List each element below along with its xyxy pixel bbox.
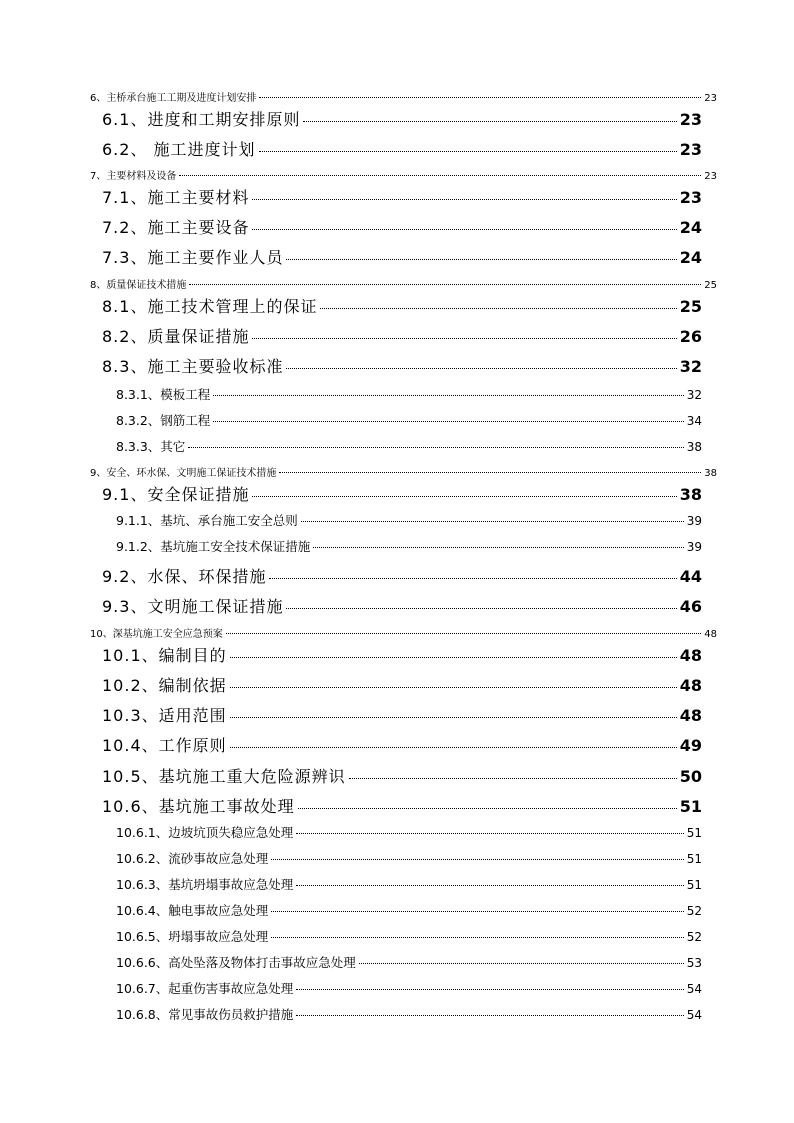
toc-entry-level1[interactable] bbox=[90, 464, 717, 479]
dot-leader bbox=[286, 368, 676, 369]
toc-page-number: 54 bbox=[686, 1008, 702, 1022]
dot-leader bbox=[259, 97, 701, 98]
toc-page-number: 38 bbox=[686, 440, 702, 454]
dot-leader bbox=[271, 859, 683, 860]
dot-leader bbox=[213, 395, 683, 396]
toc-entry-level2[interactable] bbox=[102, 703, 702, 726]
toc-title: 10.6.8、常见事故伤员救护措施 bbox=[116, 1007, 294, 1022]
toc-title: 9、安全、环水保、文明施工保证技术措施 bbox=[90, 468, 277, 479]
toc-title: 9.1.1、基坑、承台施工安全总则 bbox=[116, 513, 298, 528]
toc-title: 7、主要材料及设备 bbox=[90, 171, 177, 182]
toc-entry-level2[interactable] bbox=[102, 294, 702, 317]
toc-page-number: 51 bbox=[686, 852, 702, 866]
toc-title: 7.3、施工主要作业人员 bbox=[102, 248, 284, 267]
toc-title: 9.2、水保、环保措施 bbox=[102, 567, 267, 586]
dot-leader bbox=[303, 121, 676, 122]
toc-title: 6.1、进度和工期安排原则 bbox=[102, 110, 301, 129]
dot-leader bbox=[301, 521, 684, 522]
dot-leader bbox=[269, 578, 676, 579]
dot-leader bbox=[296, 1015, 683, 1016]
toc-title: 10.6.7、起重伤害事故应急处理 bbox=[116, 981, 294, 996]
toc-entry-level3[interactable] bbox=[116, 385, 702, 403]
dot-leader bbox=[189, 284, 701, 285]
toc-entry-level3[interactable] bbox=[116, 437, 702, 455]
toc-title: 8.1、施工技术管理上的保证 bbox=[102, 297, 318, 316]
toc-page-number: 44 bbox=[679, 567, 702, 586]
toc-page-number: 50 bbox=[679, 767, 702, 786]
toc-entry-level3[interactable] bbox=[116, 927, 702, 945]
toc-page-number: 23 bbox=[679, 140, 702, 159]
toc-page-number: 53 bbox=[686, 956, 702, 970]
toc-page-number: 51 bbox=[686, 878, 702, 892]
toc-title: 10.6.1、边坡坑顶失稳应急处理 bbox=[116, 825, 294, 840]
toc-title: 10.6.2、流砂事故应急处理 bbox=[116, 851, 269, 866]
dot-leader bbox=[230, 687, 677, 688]
toc-entry-level2[interactable] bbox=[102, 673, 702, 696]
dot-leader bbox=[286, 608, 676, 609]
dot-leader bbox=[188, 447, 683, 448]
toc-title: 10.3、适用范围 bbox=[102, 706, 227, 725]
dot-leader bbox=[252, 338, 676, 339]
toc-entry-level2[interactable] bbox=[102, 354, 702, 377]
toc-page-number: 38 bbox=[679, 485, 702, 504]
toc-entry-level2[interactable] bbox=[102, 564, 702, 587]
dot-leader bbox=[279, 472, 701, 473]
toc-page-number: 39 bbox=[686, 514, 702, 528]
toc-entry-level2[interactable] bbox=[102, 764, 702, 787]
toc-page-number: 48 bbox=[679, 706, 702, 725]
toc-entry-level3[interactable] bbox=[116, 823, 702, 841]
toc-title: 8.3.1、模板工程 bbox=[116, 387, 211, 402]
toc-entry-level2[interactable] bbox=[102, 733, 702, 756]
toc-page-number: 38 bbox=[704, 468, 717, 479]
dot-leader bbox=[259, 151, 677, 152]
toc-title: 10.6.5、坍塌事故应急处理 bbox=[116, 929, 269, 944]
toc-title: 9.3、文明施工保证措施 bbox=[102, 597, 284, 616]
toc-title: 7.2、施工主要设备 bbox=[102, 218, 250, 237]
dot-leader bbox=[230, 717, 677, 718]
toc-page-number: 34 bbox=[686, 414, 702, 428]
toc-page-number: 51 bbox=[686, 826, 702, 840]
dot-leader bbox=[296, 885, 683, 886]
toc-entry-level3[interactable] bbox=[116, 411, 702, 429]
dot-leader bbox=[252, 496, 676, 497]
toc-entry-level2[interactable] bbox=[102, 482, 702, 505]
dot-leader bbox=[296, 989, 683, 990]
toc-title: 10、深基坑施工安全应急预案 bbox=[90, 629, 223, 640]
dot-leader bbox=[271, 911, 683, 912]
toc-entry-level3[interactable] bbox=[116, 953, 702, 971]
toc-title: 10.4、工作原则 bbox=[102, 736, 227, 755]
toc-title: 10.2、编制依据 bbox=[102, 676, 227, 695]
toc-entry-level3[interactable] bbox=[116, 537, 702, 555]
toc-entry-level2[interactable] bbox=[102, 643, 702, 666]
toc-entry-level1[interactable] bbox=[90, 625, 717, 640]
dot-leader bbox=[359, 963, 684, 964]
toc-entry-level3[interactable] bbox=[116, 511, 702, 529]
dot-leader bbox=[296, 833, 683, 834]
toc-page-number: 25 bbox=[704, 280, 717, 291]
toc-page-number: 49 bbox=[679, 736, 702, 755]
toc-entry-level1[interactable] bbox=[90, 167, 717, 182]
toc-entry-level3[interactable] bbox=[116, 875, 702, 893]
toc-title: 8.3.2、钢筋工程 bbox=[116, 413, 211, 428]
toc-page-number: 23 bbox=[704, 93, 717, 104]
toc-page-number: 32 bbox=[686, 388, 702, 402]
toc-title: 10.6.3、基坑坍塌事故应急处理 bbox=[116, 877, 294, 892]
toc-title: 10.6.4、触电事故应急处理 bbox=[116, 903, 269, 918]
toc-entry-level3[interactable] bbox=[116, 901, 702, 919]
toc-title: 6.2、 施工进度计划 bbox=[102, 140, 256, 159]
toc-title: 6、主桥承台施工工期及进度计划安排 bbox=[90, 93, 257, 104]
toc-page-number: 46 bbox=[679, 597, 702, 616]
toc-entry-level2[interactable] bbox=[102, 185, 702, 208]
dot-leader bbox=[271, 937, 683, 938]
toc-title: 9.1.2、基坑施工安全技术保证措施 bbox=[116, 539, 311, 554]
toc-page-number: 23 bbox=[679, 110, 702, 129]
toc-page-number: 24 bbox=[679, 248, 702, 267]
toc-entry-level2[interactable] bbox=[102, 794, 702, 817]
toc-entry-level1[interactable] bbox=[90, 276, 717, 291]
dot-leader bbox=[230, 657, 677, 658]
toc-page-number: 23 bbox=[704, 171, 717, 182]
toc-entry-level1[interactable] bbox=[90, 89, 717, 104]
toc-entry-level2[interactable] bbox=[102, 594, 702, 617]
toc-page-number: 52 bbox=[686, 904, 702, 918]
toc-page-number: 25 bbox=[679, 297, 702, 316]
toc-entry-level3[interactable] bbox=[116, 849, 702, 867]
toc-entry-level3[interactable] bbox=[116, 979, 702, 997]
dot-leader bbox=[230, 747, 677, 748]
toc-page-number: 51 bbox=[679, 797, 702, 816]
toc-title: 10.6.6、高处坠落及物体打击事故应急处理 bbox=[116, 955, 356, 970]
dot-leader bbox=[298, 808, 677, 809]
toc-page-number: 54 bbox=[686, 982, 702, 996]
toc-entry-level2[interactable] bbox=[102, 324, 702, 347]
toc-entry-level2[interactable] bbox=[102, 215, 702, 238]
toc-title: 8.3、施工主要验收标准 bbox=[102, 357, 284, 376]
toc-page-number: 32 bbox=[679, 357, 702, 376]
toc-page-number: 26 bbox=[679, 327, 702, 346]
toc-entry-level2[interactable] bbox=[102, 245, 702, 268]
dot-leader bbox=[349, 778, 677, 779]
dot-leader bbox=[252, 199, 676, 200]
toc-page-number: 48 bbox=[704, 629, 717, 640]
toc-title: 7.1、施工主要材料 bbox=[102, 188, 250, 207]
dot-leader bbox=[213, 421, 683, 422]
toc-page-number: 23 bbox=[679, 188, 702, 207]
toc-entry-level3[interactable] bbox=[116, 1005, 702, 1023]
toc-entry-level2[interactable] bbox=[102, 107, 702, 130]
toc-title: 8、质量保证技术措施 bbox=[90, 280, 187, 291]
dot-leader bbox=[313, 547, 683, 548]
toc-page-number: 48 bbox=[679, 646, 702, 665]
toc-title: 8.3.3、其它 bbox=[116, 439, 186, 454]
dot-leader bbox=[252, 229, 676, 230]
toc-page-number: 39 bbox=[686, 540, 702, 554]
toc-title: 10.1、编制目的 bbox=[102, 646, 227, 665]
toc-title: 9.1、安全保证措施 bbox=[102, 485, 250, 504]
toc-title: 10.6、基坑施工事故处理 bbox=[102, 797, 295, 816]
dot-leader bbox=[286, 259, 676, 260]
dot-leader bbox=[320, 308, 676, 309]
toc-page-number: 52 bbox=[686, 930, 702, 944]
toc-title: 8.2、质量保证措施 bbox=[102, 327, 250, 346]
dot-leader bbox=[179, 175, 701, 176]
toc-page-number: 24 bbox=[679, 218, 702, 237]
dot-leader bbox=[226, 633, 702, 634]
toc-title: 10.5、基坑施工重大危险源辨识 bbox=[102, 767, 346, 786]
toc-page-number: 48 bbox=[679, 676, 702, 695]
toc-entry-level2[interactable] bbox=[102, 137, 702, 160]
